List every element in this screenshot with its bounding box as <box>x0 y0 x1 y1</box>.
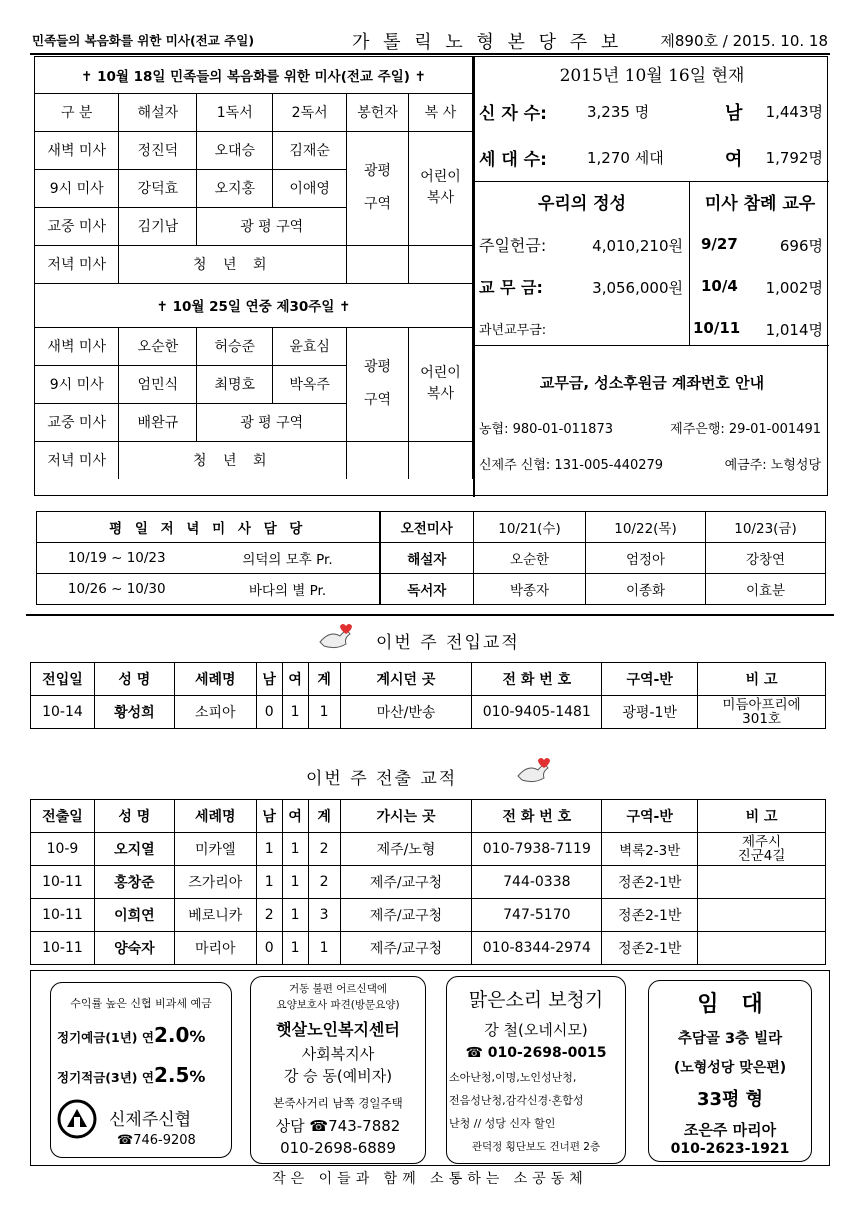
households-count: 1,270 세대 <box>587 149 664 167</box>
mass-name: 9시 미사 <box>35 169 119 207</box>
cell-district: 광평-1반 <box>602 696 698 729</box>
ad2-mobile: 010-2698-6889 <box>280 1139 396 1157</box>
bank-nh: 농협: 980-01-011873 <box>479 422 613 437</box>
ad4-phone: 010-2623-1921 <box>670 1141 790 1157</box>
ad4-title: 임 대 <box>697 992 763 1017</box>
bank-cu: 신제주 신협: 131-005-440279 <box>479 458 664 473</box>
reader-2: 윤효심 <box>273 327 347 365</box>
col-header: 1독서 <box>197 93 273 131</box>
cell-baptism: 마리아 <box>174 932 256 965</box>
col-header: 성 명 <box>94 800 174 833</box>
col-header: 전입일 <box>31 663 95 696</box>
stats-date: 2015년 10월 16일 현재 <box>559 66 745 86</box>
cell-phone: 010-7938-7119 <box>472 833 602 866</box>
role-name: 엄정아 <box>586 543 706 574</box>
cell-male: 1 <box>256 866 282 899</box>
col-header: 봉헌자 <box>347 93 409 131</box>
ad-welfare-center <box>250 976 426 1164</box>
move-in-table <box>30 662 826 729</box>
cell-name: 오지열 <box>94 833 174 866</box>
ad-rental <box>648 980 812 1162</box>
col-header: 비 고 <box>698 800 826 833</box>
weekday-mass-table <box>36 511 826 605</box>
attend-date: 9/27 <box>701 235 738 253</box>
believers-count: 3,235 명 <box>587 103 650 121</box>
bank-holder: 예금주: 노형성당 <box>724 458 821 473</box>
ad-credit-union <box>50 982 232 1158</box>
altar-server: 어린이 복사 <box>409 131 473 245</box>
cell-date: 10-9 <box>31 833 95 866</box>
mass-oct25-title: ✝ 10월 25일 연중 제30주일 ✝ <box>35 283 473 327</box>
cell-male: 0 <box>256 696 282 729</box>
col-header: 구 분 <box>35 93 119 131</box>
commentator: 정진덕 <box>119 131 197 169</box>
offertory: 광평 구역 <box>347 131 409 245</box>
mass-name: 교중 미사 <box>35 207 119 245</box>
col-header: 계 <box>308 663 340 696</box>
dues-amount: 3,056,000원 <box>592 279 683 297</box>
cell-phone: 744-0338 <box>472 866 602 899</box>
ad3-line: 난청 // 성당 신자 할인 <box>449 1117 556 1130</box>
col-header: 여 <box>282 663 308 696</box>
role-name: 박종자 <box>474 574 586 605</box>
col-header: 여 <box>282 800 308 833</box>
col-header: 계시던 곳 <box>340 663 472 696</box>
dove-heart-icon <box>514 754 554 788</box>
commentator: 엄민식 <box>119 365 197 403</box>
issue-number: 제890호 / 2015. 10. 18 <box>660 32 828 50</box>
male-label: 남 <box>725 103 743 124</box>
cell-date: 10-11 <box>31 899 95 932</box>
col-header: 남 <box>256 800 282 833</box>
reader-2: 박옥주 <box>273 365 347 403</box>
col-header: 복 사 <box>409 93 473 131</box>
table-row <box>31 932 826 965</box>
ad2-line: 본죽사거리 남쪽 경일주택 <box>273 1096 403 1110</box>
praesidium: 바다의 별 Pr. <box>197 574 380 605</box>
ad1-savings: 정기적금(3년) 연2.5% <box>57 1063 206 1087</box>
commentator: 오순한 <box>119 327 197 365</box>
ad2-line: 사회복지사 <box>301 1045 375 1063</box>
role-label: 독서자 <box>380 574 474 605</box>
col-header: 남 <box>256 663 282 696</box>
mass-schedule-section <box>34 56 828 496</box>
cell-note <box>698 866 826 899</box>
bulletin-header <box>30 26 830 54</box>
cell-total: 1 <box>308 932 340 965</box>
dues-label: 교 무 금: <box>479 278 543 297</box>
cell-male: 1 <box>256 833 282 866</box>
cell-female: 1 <box>282 833 308 866</box>
attend-date: 10/11 <box>693 319 741 337</box>
move-in-title: 이번 주 전입교적 <box>376 633 520 653</box>
reader-1: 오지홍 <box>197 169 273 207</box>
cell-total: 2 <box>308 833 340 866</box>
attendance-title: 미사 참례 교우 <box>704 194 816 214</box>
col-header: 세례명 <box>174 800 256 833</box>
cell-baptism: 미카엘 <box>174 833 256 866</box>
ad2-phone: 상담 ☎743-7882 <box>275 1117 401 1135</box>
attend-count: 1,002명 <box>765 279 823 297</box>
praesidium: 의덕의 모후 Pr. <box>197 543 380 574</box>
header-left-text: 민족들의 복음화를 위한 미사(전교 주일) <box>32 33 255 48</box>
mass-oct18-title: ✝ 10월 18일 민족들의 복음화를 위한 미사(전교 주일) ✝ <box>35 57 473 93</box>
bank-account-info <box>473 345 829 497</box>
cell-female: 1 <box>282 696 308 729</box>
cell-phone: 010-9405-1481 <box>472 696 602 729</box>
day-header: 10/22(목) <box>586 512 706 543</box>
role-name: 강창연 <box>706 543 826 574</box>
cell-note: 제주시 진군4길 <box>698 833 826 866</box>
reader-1: 허승준 <box>197 327 273 365</box>
reader-2: 김재순 <box>273 131 347 169</box>
morning-mass-label: 오전미사 <box>380 512 474 543</box>
table-row <box>31 833 826 866</box>
bulletin-title: 가 톨 릭 노 형 본 당 주 보 <box>352 32 623 53</box>
cell-phone: 010-8344-2974 <box>472 932 602 965</box>
cell-name: 이희연 <box>94 899 174 932</box>
section-divider <box>26 614 834 616</box>
cell-place: 마산/반송 <box>340 696 472 729</box>
cell-total: 3 <box>308 899 340 932</box>
cell-total: 1 <box>308 696 340 729</box>
cell-name: 홍창준 <box>94 866 174 899</box>
ad3-line: 전음성난청,감각신경·혼합성 <box>449 1094 584 1107</box>
col-header: 구역-반 <box>602 800 698 833</box>
ad4-line: 추담골 3층 빌라 <box>677 1031 783 1047</box>
credit-union-logo-icon <box>57 1099 97 1139</box>
evening-merged: 청 년 회 <box>119 441 347 479</box>
ad2-title: 햇살노인복지센터 <box>276 1020 400 1039</box>
commentator: 배완규 <box>119 403 197 441</box>
cell-note <box>698 899 826 932</box>
col-header: 구역-반 <box>602 663 698 696</box>
attend-count: 696명 <box>779 237 823 255</box>
cell-date: 10-11 <box>31 932 95 965</box>
cell-date: 10-14 <box>31 696 95 729</box>
mass-name: 새벽 미사 <box>35 131 119 169</box>
cell-total: 2 <box>308 866 340 899</box>
mass-name: 9시 미사 <box>35 365 119 403</box>
col-header: 2독서 <box>273 93 347 131</box>
role-name: 오순한 <box>474 543 586 574</box>
col-header: 성 명 <box>94 663 174 696</box>
dove-heart-icon <box>316 620 356 654</box>
ad1-phone: ☎746-9208 <box>117 1133 196 1148</box>
cell-district: 정존2-1반 <box>602 899 698 932</box>
col-header: 세례명 <box>174 663 256 696</box>
ad4-line: (노형성당 맞은편) <box>673 1060 787 1076</box>
cell-female: 1 <box>282 899 308 932</box>
mass-name: 교중 미사 <box>35 403 119 441</box>
period: 10/19 ~ 10/23 <box>37 543 197 574</box>
reader-1: 오대승 <box>197 131 273 169</box>
col-header: 전출일 <box>31 800 95 833</box>
move-out-table <box>30 799 826 965</box>
bank-title: 교무금, 성소후원금 계좌번호 안내 <box>539 374 765 392</box>
ad1-tagline: 수익률 높은 신협 비과세 예금 <box>70 997 212 1010</box>
table-row <box>31 899 826 932</box>
ad2-line: 요양보호사 파견(방문요양) <box>276 999 400 1011</box>
footer-slogan: 작은 이들과 함께 소통하는 소공동체 <box>272 1171 588 1187</box>
cell-male: 0 <box>256 932 282 965</box>
cell-place: 제주/교구청 <box>340 932 472 965</box>
believers-label: 신 자 수: <box>479 104 547 124</box>
day-header: 10/21(수) <box>474 512 586 543</box>
commentator: 김기남 <box>119 207 197 245</box>
cell-note: 미듬아프리에 301호 <box>698 696 826 729</box>
period: 10/26 ~ 10/30 <box>37 574 197 605</box>
female-label: 여 <box>725 149 743 170</box>
sunday-label: 주일헌금: <box>479 236 547 255</box>
cell-baptism: 소피아 <box>174 696 256 729</box>
ad1-name: 신제주신협 <box>109 1110 192 1130</box>
ad3-line: 강 철(오네시모) <box>484 1021 588 1039</box>
reader-2: 이애영 <box>273 169 347 207</box>
cell-note <box>698 932 826 965</box>
role-name: 이종화 <box>586 574 706 605</box>
readers-merged: 광 평 구역 <box>197 403 347 441</box>
weekday-title: 평 일 저 녁 미 사 담 당 <box>37 512 380 543</box>
cell-place: 제주/노형 <box>340 833 472 866</box>
ad4-contact: 조은주 마리아 <box>683 1121 777 1139</box>
cell-female: 1 <box>282 932 308 965</box>
cell-male: 2 <box>256 899 282 932</box>
cell-baptism: 즈가리아 <box>174 866 256 899</box>
offertory: 광평 구역 <box>347 327 409 441</box>
role-name: 이효분 <box>706 574 826 605</box>
col-header: 가시는 곳 <box>340 800 472 833</box>
cell-place: 제주/교구청 <box>340 899 472 932</box>
attend-count: 1,014명 <box>765 321 823 339</box>
ad1-deposit: 정기예금(1년) 연2.0% <box>57 1023 206 1047</box>
cell-name: 황성희 <box>94 696 174 729</box>
cell-date: 10-11 <box>31 866 95 899</box>
col-header: 전 화 번 호 <box>472 663 602 696</box>
day-header: 10/23(금) <box>706 512 826 543</box>
ad2-line: 강 승 동(예비자) <box>283 1067 393 1085</box>
cell-district: 정존2-1반 <box>602 932 698 965</box>
altar-server: 어린이 복사 <box>409 327 473 441</box>
cell-phone: 747-5170 <box>472 899 602 932</box>
ad3-phone: ☎ 010-2698-0015 <box>465 1045 607 1061</box>
parish-statistics <box>473 57 829 345</box>
ad3-line: 관덕정 횡단보도 건너편 2층 <box>471 1141 601 1153</box>
mass-name: 저녁 미사 <box>35 245 119 283</box>
role-label: 해설자 <box>380 543 474 574</box>
col-header: 해설자 <box>119 93 197 131</box>
male-count: 1,443명 <box>765 103 823 121</box>
cell-place: 제주/교구청 <box>340 866 472 899</box>
mass-name: 저녁 미사 <box>35 441 119 479</box>
bank-jeju: 제주은행: 29-01-001491 <box>670 422 821 437</box>
reader-1: 최명호 <box>197 365 273 403</box>
cell-female: 1 <box>282 866 308 899</box>
mass-name: 새벽 미사 <box>35 327 119 365</box>
cell-district: 벽록2-3반 <box>602 833 698 866</box>
mass-schedule-table <box>35 57 473 479</box>
col-header: 계 <box>308 800 340 833</box>
evening-merged: 청 년 회 <box>119 245 347 283</box>
table-row <box>31 696 826 729</box>
col-header: 전 화 번 호 <box>472 800 602 833</box>
offering-title: 우리의 정성 <box>537 194 627 214</box>
sunday-amount: 4,010,210원 <box>592 237 683 255</box>
ad3-title: 맑은소리 보청기 <box>468 989 604 1011</box>
ad2-line: 거동 불편 어르신댁에 <box>289 983 387 995</box>
households-label: 세 대 수: <box>479 150 547 170</box>
cell-baptism: 베로니카 <box>174 899 256 932</box>
cell-district: 정존2-1반 <box>602 866 698 899</box>
move-out-title: 이번 주 전출 교적 <box>306 769 458 789</box>
attend-date: 10/4 <box>701 277 738 295</box>
cell-name: 양숙자 <box>94 932 174 965</box>
table-row <box>31 866 826 899</box>
ad-hearing-aid <box>446 976 626 1164</box>
col-header: 비 고 <box>698 663 826 696</box>
past-dues-label: 과년교무금: <box>479 323 547 338</box>
female-count: 1,792명 <box>765 149 823 167</box>
ad3-line: 소아난청,이명,노인성난청, <box>449 1071 577 1084</box>
commentator: 강덕효 <box>119 169 197 207</box>
ad4-size: 33평 형 <box>696 1089 764 1110</box>
readers-merged: 광 평 구역 <box>197 207 347 245</box>
